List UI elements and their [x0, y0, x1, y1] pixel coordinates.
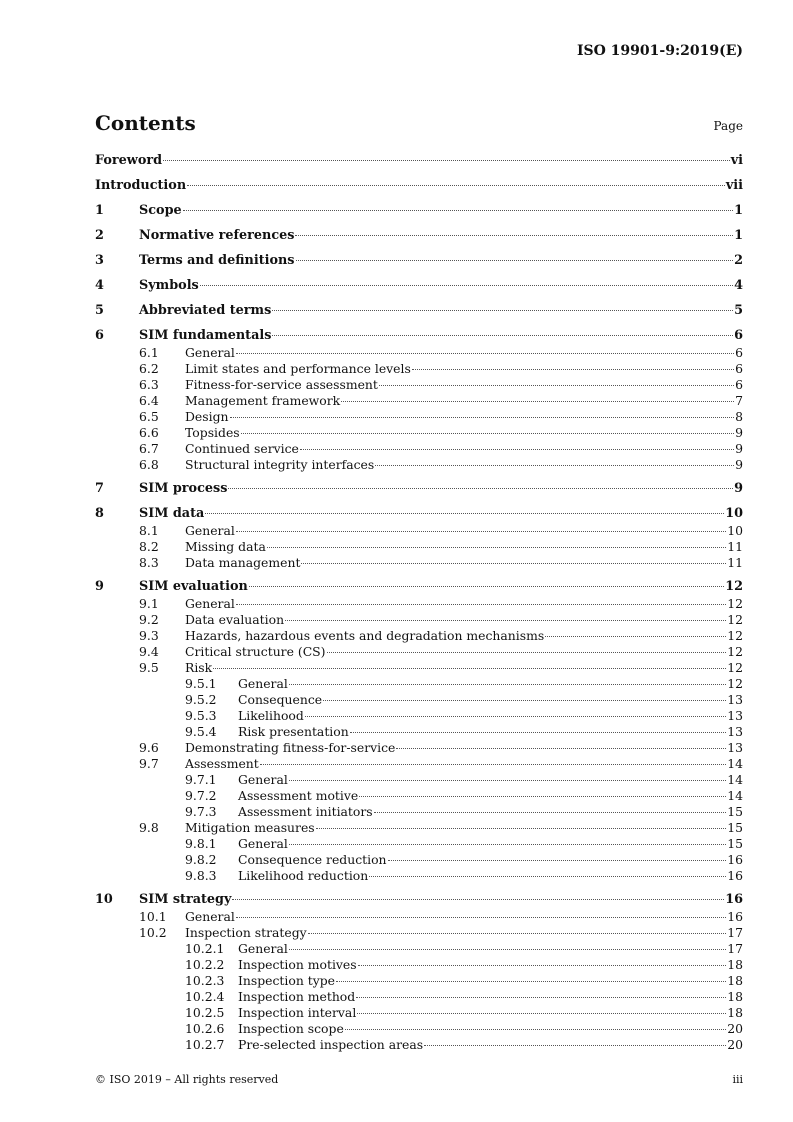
toc-entry-number: 6.5	[139, 409, 159, 424]
toc-entry-page: 20	[727, 1021, 743, 1036]
toc-entry-page: 11	[727, 555, 743, 570]
toc-entry[interactable]	[95, 457, 743, 473]
dot-leader	[412, 368, 734, 370]
toc-entry-number: 9.2	[139, 612, 159, 627]
table-of-contents	[95, 152, 743, 1053]
dot-leader	[289, 779, 726, 781]
contents-title: Contents	[95, 111, 196, 135]
toc-entry-title: Structural integrity interfaces	[185, 457, 375, 472]
toc-entry[interactable]	[95, 393, 743, 409]
dot-leader	[249, 585, 724, 587]
toc-entry-title: Inspection interval	[238, 1005, 357, 1020]
toc-entry-title: Scope	[139, 203, 182, 218]
dot-leader	[375, 464, 734, 466]
dot-leader	[272, 334, 733, 336]
toc-entry[interactable]	[95, 539, 743, 555]
toc-entry-number: 6	[95, 328, 104, 343]
toc-entry-title: Assessment	[185, 756, 259, 771]
toc-entry-title: Hazards, hazardous events and degradation mechanisms	[185, 628, 545, 643]
toc-entry-page: 16	[727, 868, 743, 883]
toc-entry-title: SIM process	[139, 481, 228, 496]
toc-entry-page: 9	[735, 425, 743, 440]
toc-entry-title: Likelihood	[238, 708, 304, 723]
toc-entry-page: 15	[727, 836, 743, 851]
toc-entry-number: 10.2.4	[185, 989, 225, 1004]
dot-leader	[228, 487, 733, 489]
toc-entry[interactable]	[95, 957, 743, 973]
toc-entry[interactable]	[95, 989, 743, 1005]
toc-entry-page: 12	[725, 579, 743, 594]
toc-entry-number: 10	[95, 892, 113, 907]
toc-entry[interactable]	[95, 772, 743, 788]
toc-entry-number: 9.5	[139, 660, 159, 675]
dot-leader	[241, 432, 734, 434]
toc-entry-title: General	[238, 676, 288, 691]
toc-entry-page: 12	[727, 628, 743, 643]
toc-entry[interactable]	[95, 909, 743, 925]
toc-entry-number: 5	[95, 303, 104, 318]
toc-entry-number: 6.1	[139, 345, 159, 360]
toc-entry-number: 8.3	[139, 555, 159, 570]
toc-entry-page: 16	[725, 892, 743, 907]
toc-entry-title: SIM evaluation	[139, 579, 248, 594]
toc-entry[interactable]	[95, 836, 743, 852]
toc-entry-title: Design	[185, 409, 229, 424]
dot-leader	[187, 184, 725, 186]
dot-leader	[301, 562, 726, 564]
toc-entry-page: 12	[727, 644, 743, 659]
dot-leader	[545, 635, 726, 637]
toc-entry-title: General	[238, 772, 288, 787]
toc-entry-number: 9.7.2	[185, 788, 217, 803]
dot-leader	[374, 811, 727, 813]
toc-entry-title: Introduction	[95, 178, 187, 193]
toc-entry-number: 9.5.4	[185, 724, 217, 739]
toc-entry-title: Inspection method	[238, 989, 356, 1004]
toc-entry-number: 2	[95, 228, 104, 243]
toc-entry-number: 10.1	[139, 909, 167, 924]
toc-entry-page: vii	[725, 178, 743, 193]
toc-entry[interactable]	[95, 788, 743, 804]
toc-entry[interactable]	[95, 941, 743, 957]
toc-entry[interactable]	[95, 377, 743, 393]
toc-entry-number: 8.1	[139, 523, 159, 538]
toc-entry-title: Assessment initiators	[238, 804, 373, 819]
toc-entry[interactable]	[95, 252, 743, 270]
toc-entry[interactable]	[95, 345, 743, 361]
toc-entry-title: Terms and definitions	[139, 253, 295, 268]
toc-entry-title: General	[185, 345, 235, 360]
toc-entry[interactable]	[95, 596, 743, 612]
dot-leader	[379, 384, 734, 386]
toc-entry-page: 2	[734, 253, 743, 268]
toc-entry-page: 13	[727, 724, 743, 739]
toc-entry[interactable]	[95, 523, 743, 539]
toc-entry-title: Normative references	[139, 228, 295, 243]
toc-entry[interactable]	[95, 409, 743, 425]
dot-leader	[356, 996, 726, 998]
toc-entry-page: 18	[727, 1005, 743, 1020]
dot-leader	[289, 843, 726, 845]
toc-entry-title: Consequence reduction	[238, 852, 387, 867]
toc-entry-number: 10.2.1	[185, 941, 225, 956]
toc-entry-page: 1	[734, 203, 743, 218]
toc-entry[interactable]	[95, 692, 743, 708]
toc-entry-page: 9	[735, 441, 743, 456]
toc-entry-number: 6.6	[139, 425, 159, 440]
toc-entry-title: SIM data	[139, 506, 205, 521]
toc-entry-number: 9.5.1	[185, 676, 217, 691]
toc-entry-number: 10.2.3	[185, 973, 225, 988]
toc-entry-page: 13	[727, 692, 743, 707]
toc-entry-number: 4	[95, 278, 104, 293]
toc-entry-page: 18	[727, 957, 743, 972]
toc-entry-page: 10	[725, 506, 743, 521]
toc-entry-number: 6.7	[139, 441, 159, 456]
toc-entry[interactable]	[95, 708, 743, 724]
toc-entry-page: 12	[727, 660, 743, 675]
toc-entry-number: 9	[95, 579, 104, 594]
dot-leader	[163, 159, 730, 161]
toc-entry-number: 9.8.3	[185, 868, 217, 883]
toc-entry-number: 10.2.2	[185, 957, 225, 972]
toc-entry-page: 6	[735, 345, 743, 360]
toc-entry-page: 6	[735, 377, 743, 392]
toc-entry-number: 7	[95, 481, 104, 496]
toc-entry[interactable]	[95, 277, 743, 295]
toc-entry-number: 6.3	[139, 377, 159, 392]
dot-leader	[358, 964, 727, 966]
toc-entry-title: SIM strategy	[139, 892, 232, 907]
toc-entry-title: Critical structure (CS)	[185, 644, 326, 659]
toc-entry[interactable]	[95, 1021, 743, 1037]
dot-leader	[285, 619, 726, 621]
toc-entry-page: 8	[735, 409, 743, 424]
toc-entry-page: 13	[727, 708, 743, 723]
toc-entry-page: 12	[727, 676, 743, 691]
toc-entry-title: General	[185, 909, 235, 924]
dot-leader	[183, 209, 733, 211]
toc-entry-page: 14	[727, 772, 743, 787]
toc-entry-title: Assessment motive	[238, 788, 359, 803]
dot-leader	[200, 284, 733, 286]
toc-entry-page: 12	[727, 596, 743, 611]
dot-leader	[236, 530, 726, 532]
toc-entry-title: Risk presentation	[238, 724, 349, 739]
dot-leader	[359, 795, 726, 797]
toc-entry-title: General	[238, 836, 288, 851]
dot-leader	[305, 715, 726, 717]
toc-entry[interactable]	[95, 1037, 743, 1053]
dot-leader	[260, 763, 726, 765]
toc-entry-page: 16	[727, 909, 743, 924]
toc-entry[interactable]	[95, 202, 743, 220]
toc-entry-page: 15	[727, 820, 743, 835]
dot-leader	[236, 352, 734, 354]
toc-entry[interactable]	[95, 152, 743, 170]
toc-entry-page: 11	[727, 539, 743, 554]
toc-entry-title: Risk	[185, 660, 213, 675]
toc-entry-number: 8.2	[139, 539, 159, 554]
toc-entry[interactable]	[95, 1005, 743, 1021]
toc-entry-number: 10.2.7	[185, 1037, 225, 1052]
toc-entry-page: 14	[727, 756, 743, 771]
toc-entry[interactable]	[95, 868, 743, 884]
toc-entry-number: 9.5.3	[185, 708, 217, 723]
toc-entry-page: 20	[727, 1037, 743, 1052]
dot-leader	[267, 546, 726, 548]
toc-entry-title: Consequence	[238, 692, 323, 707]
toc-entry-page: 6	[735, 361, 743, 376]
toc-entry[interactable]	[95, 578, 743, 596]
dot-leader	[350, 731, 727, 733]
toc-entry-title: Symbols	[139, 278, 199, 293]
toc-entry-title: General	[185, 596, 235, 611]
toc-entry[interactable]	[95, 852, 743, 868]
toc-entry-title: Inspection motives	[238, 957, 357, 972]
dot-leader	[308, 932, 727, 934]
toc-entry-number: 9.1	[139, 596, 159, 611]
toc-entry-title: Foreword	[95, 153, 163, 168]
toc-entry-title: General	[185, 523, 235, 538]
dot-leader	[272, 309, 733, 311]
toc-entry-title: Pre-selected inspection areas	[238, 1037, 424, 1052]
toc-entry-number: 9.8	[139, 820, 159, 835]
dot-leader	[396, 747, 726, 749]
toc-entry-number: 10.2	[139, 925, 167, 940]
dot-leader	[336, 980, 726, 982]
footer-page-number: iii	[732, 1073, 743, 1086]
toc-entry[interactable]	[95, 441, 743, 457]
dot-leader	[205, 512, 724, 514]
toc-entry[interactable]	[95, 740, 743, 756]
toc-entry-number: 10.2.5	[185, 1005, 225, 1020]
toc-entry-title: Management framework	[185, 393, 341, 408]
dot-leader	[236, 916, 726, 918]
toc-entry[interactable]	[95, 480, 743, 498]
toc-entry-title: Data management	[185, 555, 301, 570]
dot-leader	[289, 948, 726, 950]
toc-entry-number: 6.2	[139, 361, 159, 376]
footer-copyright: © ISO 2019 – All rights reserved	[95, 1073, 279, 1086]
dot-leader	[327, 651, 727, 653]
toc-entry[interactable]	[95, 555, 743, 571]
toc-entry-title: Missing data	[185, 539, 266, 554]
toc-entry-page: 18	[727, 989, 743, 1004]
dot-leader	[300, 448, 734, 450]
toc-entry-title: Topsides	[185, 425, 240, 440]
toc-entry-title: Inspection scope	[238, 1021, 344, 1036]
toc-entry-page: vi	[730, 153, 743, 168]
toc-entry-title: Limit states and performance levels	[185, 361, 411, 376]
toc-entry[interactable]	[95, 361, 743, 377]
toc-entry-number: 1	[95, 203, 104, 218]
toc-entry-page: 6	[734, 328, 743, 343]
toc-entry-title: Continued service	[185, 441, 299, 456]
dot-leader	[424, 1044, 726, 1046]
toc-entry-page: 9	[734, 481, 743, 496]
toc-entry-number: 6.4	[139, 393, 159, 408]
toc-entry-page: 14	[727, 788, 743, 803]
toc-entry-title: Fitness-for-service assessment	[185, 377, 378, 392]
toc-entry-number: 8	[95, 506, 104, 521]
dot-leader	[341, 400, 734, 402]
dot-leader	[230, 416, 735, 418]
toc-entry-title: Abbreviated terms	[139, 303, 272, 318]
toc-entry-title: Likelihood reduction	[238, 868, 369, 883]
toc-entry-number: 9.8.1	[185, 836, 217, 851]
toc-entry-page: 9	[735, 457, 743, 472]
toc-entry[interactable]	[95, 820, 743, 836]
toc-entry-number: 9.7	[139, 756, 159, 771]
toc-entry-title: Data evaluation	[185, 612, 285, 627]
toc-entry-number: 9.8.2	[185, 852, 217, 867]
toc-entry[interactable]	[95, 612, 743, 628]
toc-entry[interactable]	[95, 644, 743, 660]
toc-entry-title: General	[238, 941, 288, 956]
dot-leader	[345, 1028, 726, 1030]
dot-leader	[323, 699, 726, 701]
toc-entry[interactable]	[95, 505, 743, 523]
dot-leader	[232, 898, 724, 900]
toc-entry-number: 9.7.3	[185, 804, 217, 819]
dot-leader	[388, 859, 727, 861]
toc-entry-page: 12	[727, 612, 743, 627]
toc-entry[interactable]	[95, 724, 743, 740]
toc-entry[interactable]	[95, 660, 743, 676]
toc-entry[interactable]	[95, 302, 743, 320]
toc-entry[interactable]	[95, 804, 743, 820]
toc-entry-number: 9.3	[139, 628, 159, 643]
toc-entry-number: 9.7.1	[185, 772, 217, 787]
toc-entry[interactable]	[95, 973, 743, 989]
dot-leader	[369, 875, 726, 877]
toc-entry-number: 9.4	[139, 644, 159, 659]
dot-leader	[236, 603, 726, 605]
toc-entry[interactable]	[95, 676, 743, 692]
dot-leader	[295, 234, 733, 236]
toc-entry-title: SIM fundamentals	[139, 328, 272, 343]
toc-entry-page: 17	[727, 925, 743, 940]
toc-entry-number: 10.2.6	[185, 1021, 225, 1036]
toc-entry-number: 3	[95, 253, 104, 268]
dot-leader	[289, 683, 726, 685]
toc-entry-page: 10	[727, 523, 743, 538]
toc-entry[interactable]	[95, 891, 743, 909]
dot-leader	[213, 667, 726, 669]
toc-entry-page: 17	[727, 941, 743, 956]
toc-entry-number: 6.8	[139, 457, 159, 472]
page-column-label: Page	[713, 119, 743, 133]
toc-entry[interactable]	[95, 628, 743, 644]
dot-leader	[296, 259, 734, 261]
toc-entry-title: Mitigation measures	[185, 820, 315, 835]
toc-entry[interactable]	[95, 756, 743, 772]
toc-entry-page: 18	[727, 973, 743, 988]
toc-entry-title: Inspection type	[238, 973, 336, 988]
toc-entry-title: Inspection strategy	[185, 925, 307, 940]
toc-entry-page: 5	[734, 303, 743, 318]
toc-entry-page: 15	[727, 804, 743, 819]
toc-entry-title: Demonstrating fitness-for-service	[185, 740, 396, 755]
dot-leader	[316, 827, 727, 829]
toc-entry[interactable]	[95, 227, 743, 245]
toc-entry-number: 9.5.2	[185, 692, 217, 707]
toc-entry-page: 13	[727, 740, 743, 755]
toc-entry-page: 1	[734, 228, 743, 243]
document-code: ISO 19901-9:2019(E)	[576, 43, 743, 59]
toc-entry[interactable]	[95, 327, 743, 345]
toc-entry-page: 7	[735, 393, 743, 408]
dot-leader	[357, 1012, 726, 1014]
toc-entry-number: 9.6	[139, 740, 159, 755]
toc-entry-page: 16	[727, 852, 743, 867]
toc-entry[interactable]	[95, 425, 743, 441]
toc-entry[interactable]	[95, 177, 743, 195]
toc-entry-page: 4	[734, 278, 743, 293]
toc-entry[interactable]	[95, 925, 743, 941]
